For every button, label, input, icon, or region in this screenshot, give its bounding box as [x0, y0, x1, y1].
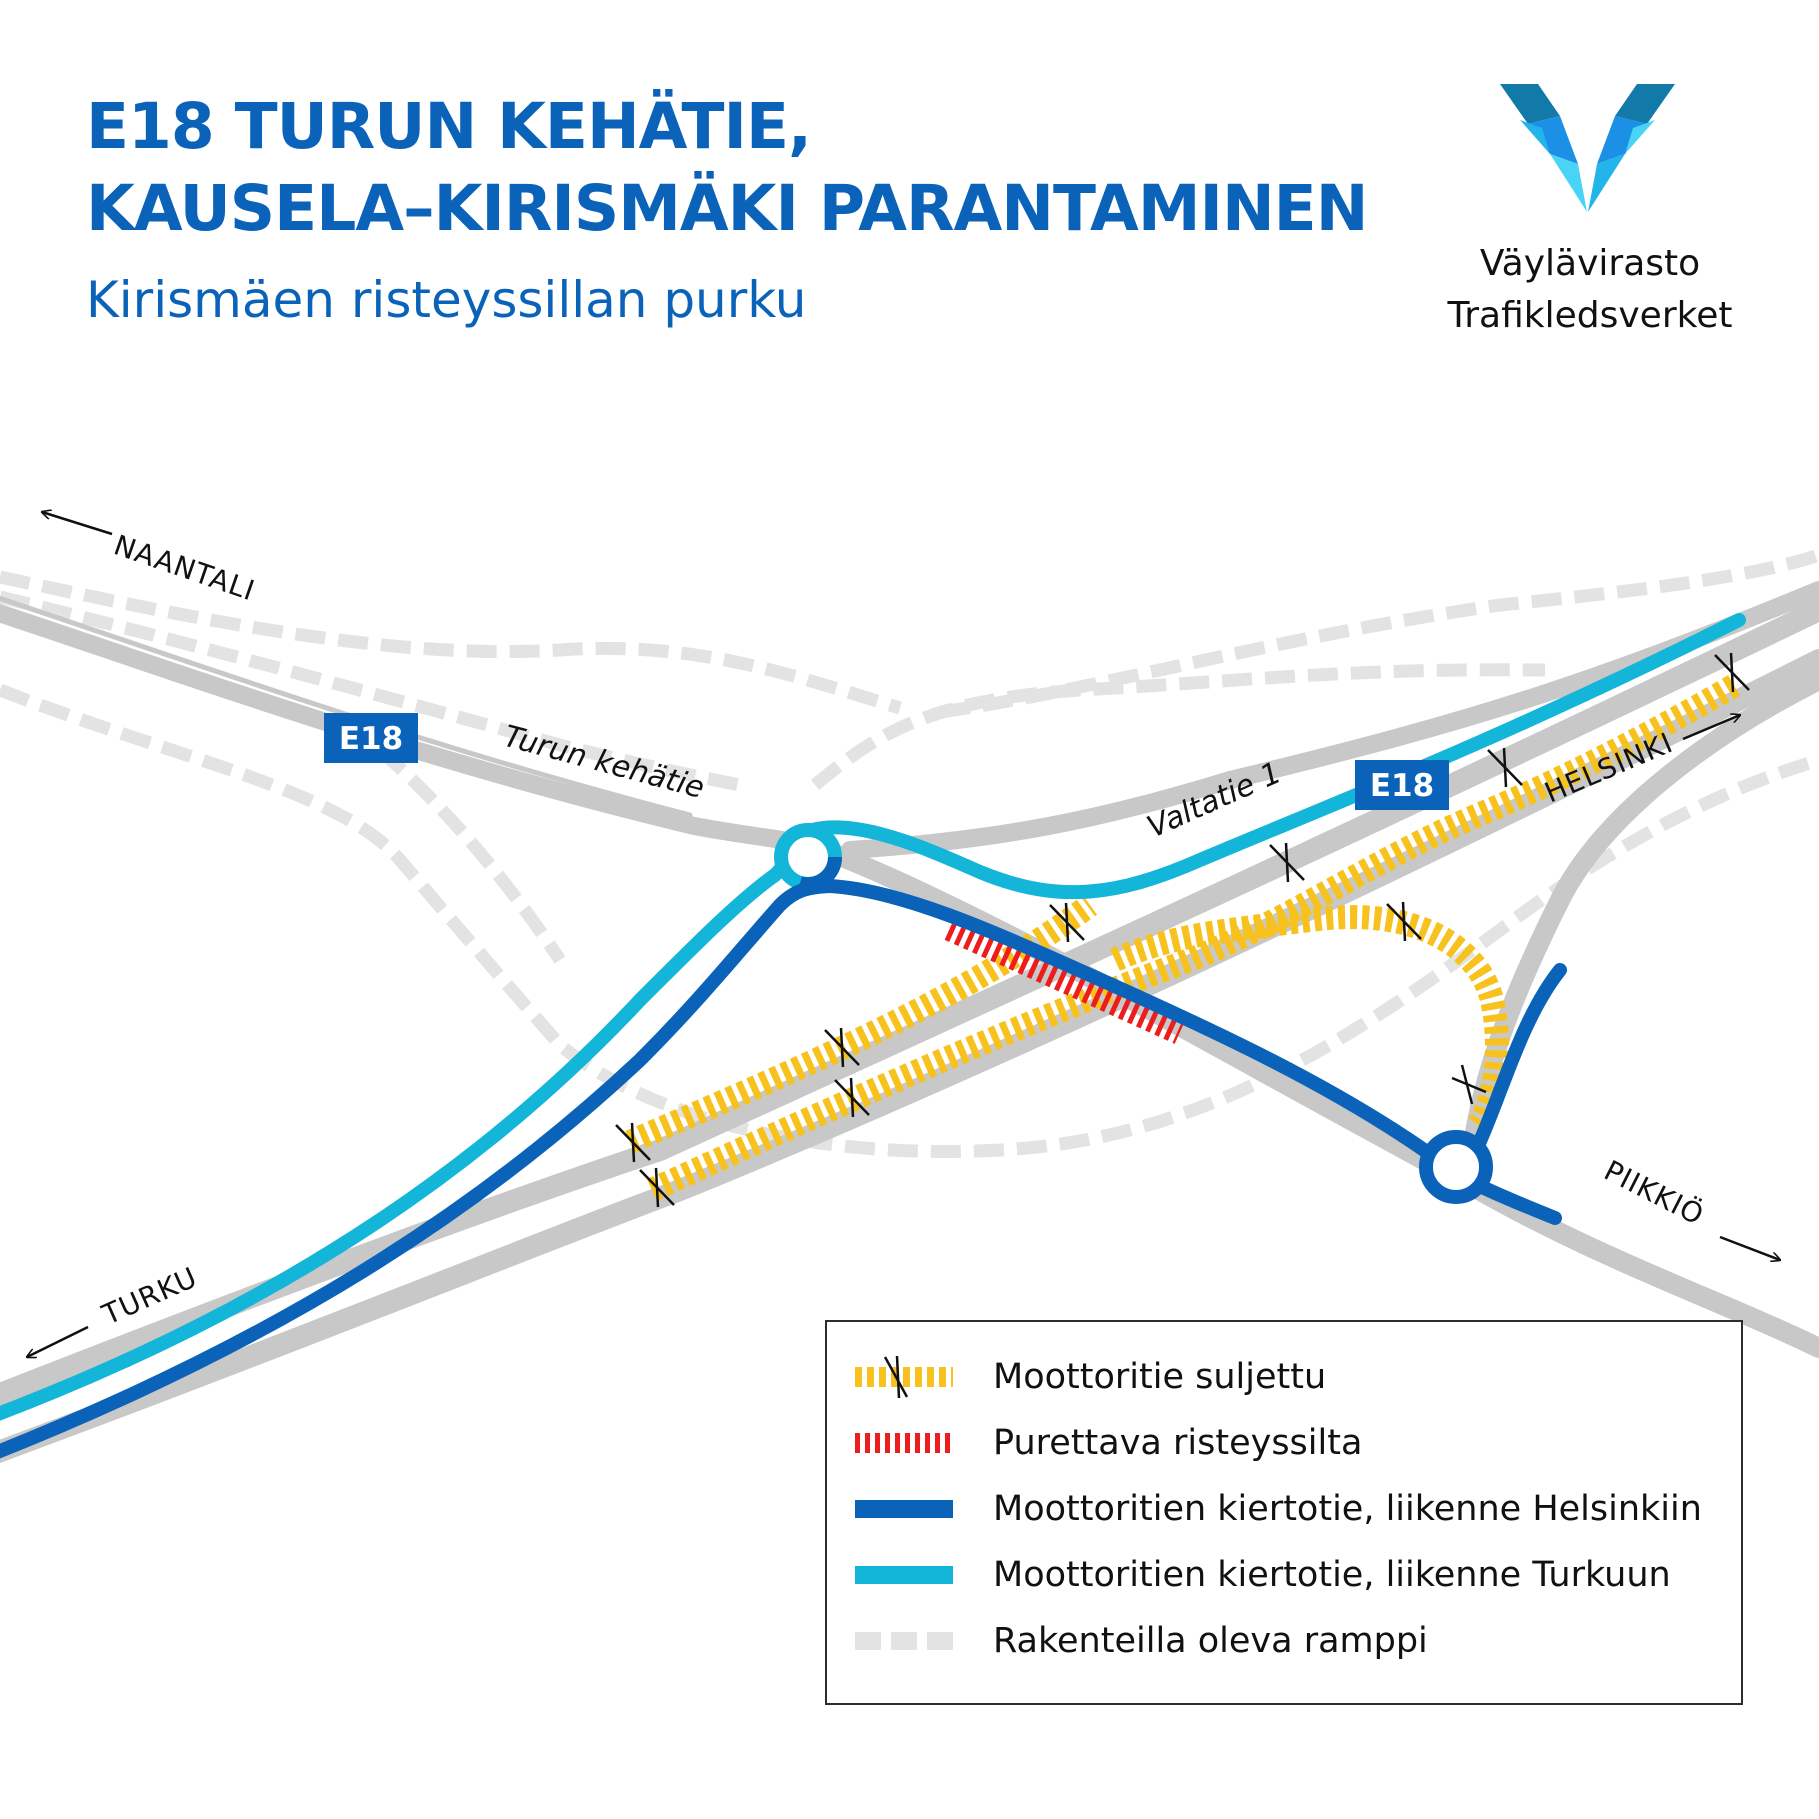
e18-shield-west — [324, 713, 418, 763]
destination-naantali-text: NAANTALI — [109, 528, 260, 608]
closed-motorway-swatch-icon — [855, 1352, 953, 1402]
legend-item-closed — [855, 1352, 1326, 1402]
page-subtitle: Kirismäen risteyssillan purku — [86, 271, 807, 329]
title-line-2: KAUSELA–KIRISMÄKI PARANTAMINEN — [86, 172, 1368, 245]
e18-shield-west-text: E18 — [338, 721, 404, 757]
road-label-turun-kehatie: Turun kehätie — [499, 718, 708, 807]
logo-name-fi: Väylävirasto — [1479, 243, 1701, 284]
ramp-swatch-icon — [855, 1616, 953, 1666]
destination-naantali — [42, 512, 259, 607]
destination-turku-text: TURKU — [97, 1260, 203, 1332]
bridge-swatch-icon — [855, 1418, 953, 1468]
detour-helsinki-swatch-icon — [855, 1484, 953, 1534]
e18-shield-east-text: E18 — [1369, 768, 1435, 804]
legend-item-ramp — [855, 1616, 1428, 1666]
title-line-1: E18 TURUN KEHÄTIE, — [86, 90, 811, 163]
legend-label-closed: Moottoritie suljettu — [993, 1357, 1327, 1397]
legend-item-bridge — [855, 1418, 1362, 1468]
closed-motorway — [630, 685, 1735, 1190]
legend-item-detour-turku — [855, 1550, 1671, 1600]
e18-shield-east — [1355, 760, 1449, 810]
legend-label-detour-turku: Moottoritien kiertotie, liikenne Turkuun — [993, 1555, 1671, 1595]
road-label-valtatie-1: Valtatie 1 — [1142, 755, 1287, 846]
legend-label-bridge: Purettava risteyssilta — [993, 1423, 1363, 1463]
vaylavirasto-logo-icon — [1500, 84, 1675, 214]
roundabout-se — [1426, 1137, 1486, 1197]
legend-item-detour-helsinki — [855, 1484, 1702, 1534]
page-title — [86, 86, 1367, 250]
logo-name-sv: Trafikledsverket — [1447, 295, 1733, 336]
logo-text — [1380, 238, 1800, 342]
roundabout-nw — [781, 830, 835, 884]
map-legend — [825, 1320, 1743, 1705]
destination-piikkio — [1599, 1153, 1780, 1260]
destination-helsinki-text: HELSINKI — [1539, 725, 1678, 810]
destination-piikkio-text: PIIKKIÖ — [1598, 1153, 1710, 1233]
legend-label-ramp: Rakenteilla oleva ramppi — [993, 1621, 1428, 1661]
legend-label-detour-helsinki: Moottoritien kiertotie, liikenne Helsinkiin — [993, 1489, 1702, 1529]
detour-turku-swatch-icon — [855, 1550, 953, 1600]
